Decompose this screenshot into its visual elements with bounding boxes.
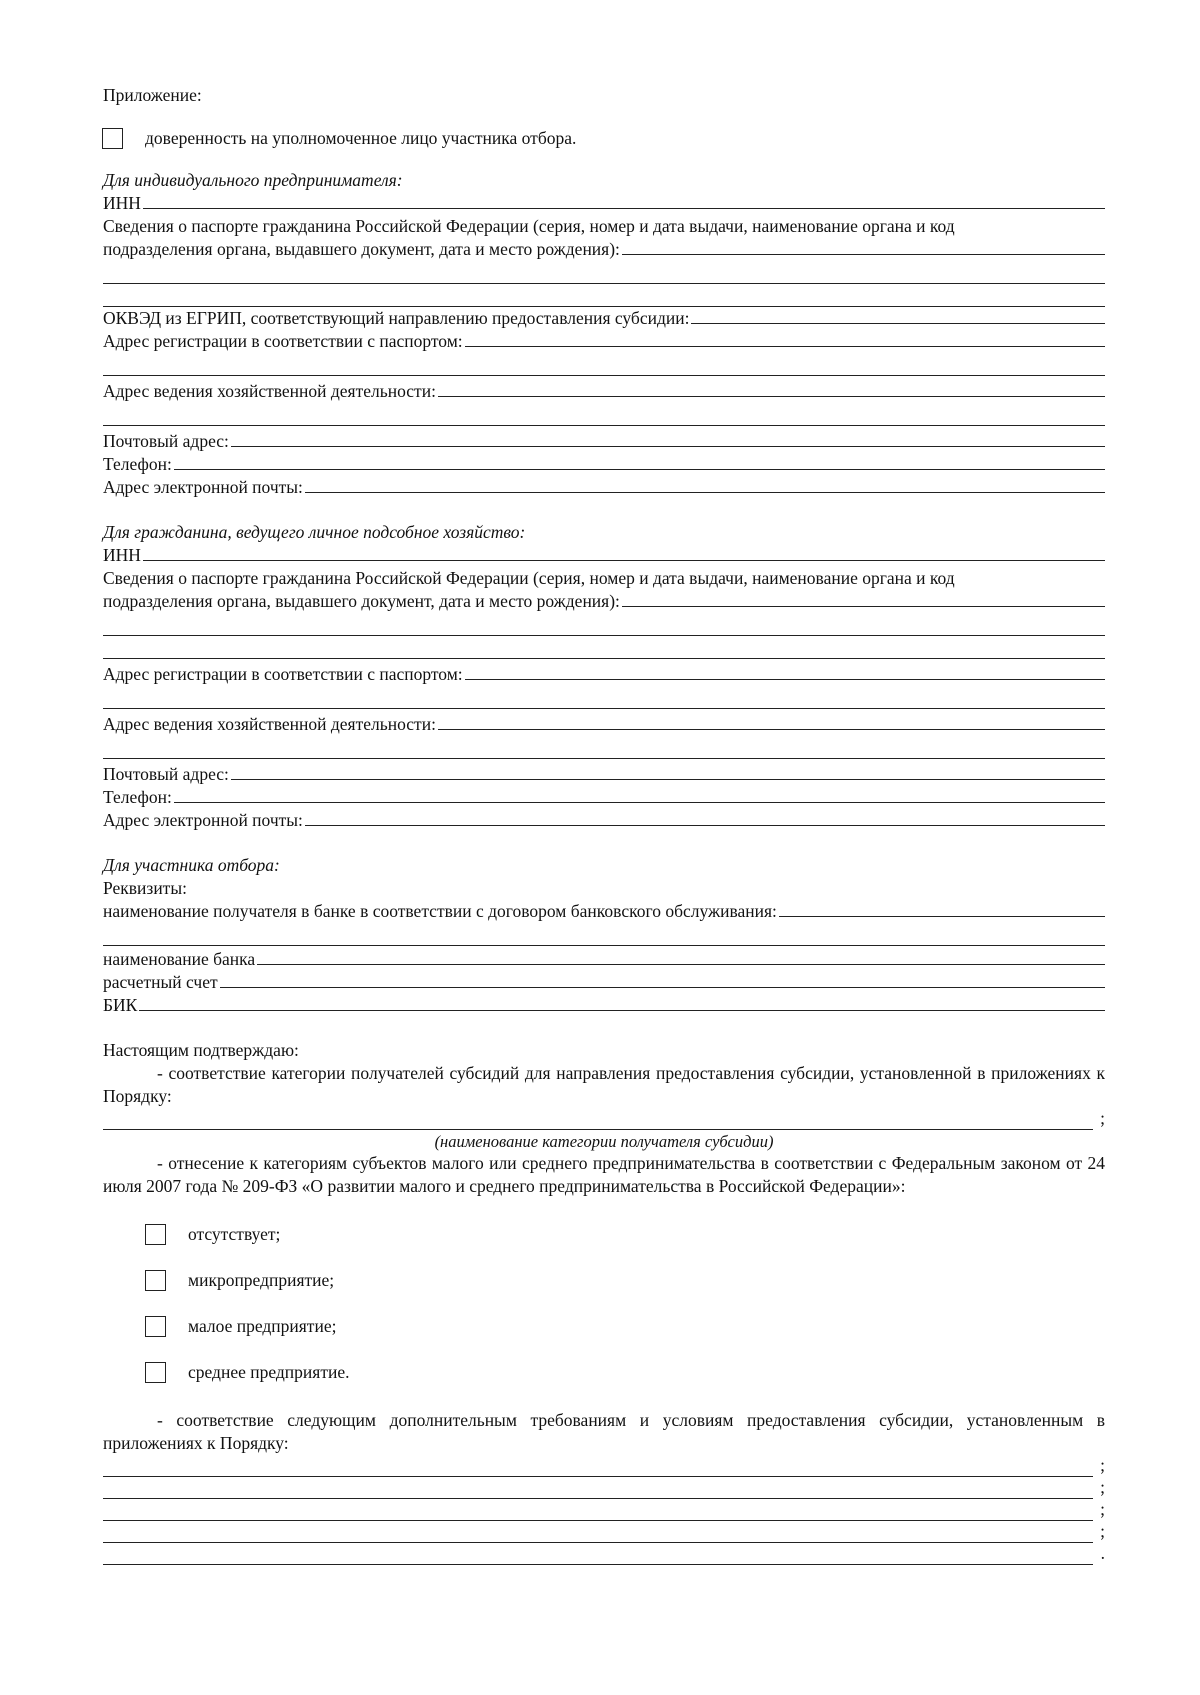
ip-postal-row[interactable] [103, 430, 1105, 453]
additional-line-4[interactable] [103, 1521, 1105, 1543]
participant-bik-row[interactable] [103, 994, 1105, 1017]
participant-account-field[interactable] [220, 972, 1105, 988]
participant-account-label: расчетный счет [103, 972, 218, 992]
ip-postal-label: Почтовый адрес: [103, 431, 229, 451]
sme-none-label: отсутствует; [188, 1224, 281, 1245]
ip-inn-label: ИНН [103, 193, 141, 213]
lph-passport-label: Сведения о паспорте гражданина Российской Федерации (серия, номер и дата выдачи, наименование органа и код [103, 568, 955, 588]
participant-bank-row[interactable] [103, 948, 1105, 971]
ip-inn-row[interactable] [103, 192, 1105, 215]
ip-business-address-field[interactable] [438, 381, 1105, 397]
lph-reg-address-label: Адрес регистрации в соответствии с паспортом: [103, 664, 463, 684]
additional-line-5[interactable] [103, 1543, 1105, 1565]
confirm-sme-text: - отнесение к категориям субъектов малого или среднего предпринимательства в соответствии с Федеральным законом от 24 июля 2007 года № 209-ФЗ «О развитии малого и среднего предпринимательства в Российской Федерации»: [103, 1152, 1105, 1196]
sme-small-label: малое предприятие; [188, 1316, 337, 1337]
additional-field-4[interactable] [103, 1532, 1093, 1543]
category-semicolon: ; [1100, 1107, 1105, 1128]
additional-field-1[interactable] [103, 1466, 1093, 1477]
additional-end-4: ; [1100, 1521, 1105, 1542]
category-caption: (наименование категории получателя субсидии) [434, 1131, 774, 1151]
sme-medium-label: среднее предприятие. [188, 1362, 350, 1383]
participant-bik-field[interactable] [139, 995, 1105, 1011]
additional-line-3[interactable] [103, 1499, 1105, 1521]
lph-phone-field[interactable] [174, 787, 1105, 803]
lph-business-address-extra-line[interactable] [103, 736, 1105, 759]
lph-inn-row[interactable] [103, 544, 1105, 567]
ip-passport-cont: подразделения органа, выдавшего документ, дата и место рождения): [103, 239, 620, 259]
lph-passport-row[interactable] [103, 590, 1105, 613]
lph-phone-label: Телефон: [103, 787, 172, 807]
confirm-category-text: - соответствие категории получателей субсидий для направления предоставления субсидии, установленной в приложениях к Порядку: [103, 1063, 1105, 1106]
additional-line-2[interactable] [103, 1477, 1105, 1499]
lph-postal-label: Почтовый адрес: [103, 764, 229, 784]
additional-line-1[interactable] [103, 1455, 1105, 1477]
participant-requisites: Реквизиты: [103, 878, 187, 898]
ip-business-address-label: Адрес ведения хозяйственной деятельности: [103, 381, 436, 401]
sme-none-checkbox[interactable] [145, 1224, 166, 1245]
ip-postal-field[interactable] [231, 431, 1105, 447]
lph-business-address-label: Адрес ведения хозяйственной деятельности: [103, 714, 436, 734]
ip-email-label: Адрес электронной почты: [103, 477, 303, 497]
ip-okved-row[interactable] [103, 307, 1105, 330]
ip-business-address-extra-line[interactable] [103, 403, 1105, 426]
ip-reg-address-extra-line[interactable] [103, 353, 1105, 376]
participant-recipient-extra-line[interactable] [103, 923, 1105, 946]
ip-passport-extra-line-2[interactable] [103, 284, 1105, 307]
participant-recipient-row[interactable] [103, 900, 1105, 923]
sme-small-checkbox[interactable] [145, 1316, 166, 1337]
appendix-title: Приложение: [103, 85, 202, 105]
ip-passport-extra-line-1[interactable] [103, 261, 1105, 284]
form-page [103, 84, 1105, 1565]
power-of-attorney-checkbox[interactable] [102, 128, 123, 149]
ip-passport-field[interactable] [622, 239, 1105, 255]
ip-email-field[interactable] [305, 477, 1105, 493]
ip-passport-row[interactable] [103, 238, 1105, 261]
lph-reg-address-field[interactable] [465, 664, 1105, 680]
participant-recipient-field[interactable] [779, 901, 1105, 917]
participant-heading: Для участника отбора: [103, 855, 280, 875]
lph-inn-label: ИНН [103, 545, 141, 565]
lph-postal-field[interactable] [231, 764, 1105, 780]
ip-okved-label: ОКВЭД из ЕГРИП, соответствующий направлению предоставления субсидии: [103, 308, 690, 328]
additional-field-2[interactable] [103, 1488, 1093, 1499]
additional-end-5: . [1100, 1543, 1105, 1564]
lph-passport-extra-line-1[interactable] [103, 613, 1105, 636]
ip-okved-field[interactable] [691, 308, 1105, 324]
lph-inn-field[interactable] [143, 545, 1105, 561]
participant-account-row[interactable] [103, 971, 1105, 994]
participant-bank-label: наименование банка [103, 949, 256, 969]
sme-micro-checkbox[interactable] [145, 1270, 166, 1291]
additional-end-2: ; [1100, 1477, 1105, 1498]
additional-end-1: ; [1100, 1455, 1105, 1476]
lph-business-address-field[interactable] [438, 714, 1105, 730]
sme-option-none[interactable] [103, 1211, 1105, 1257]
participant-recipient-label: наименование получателя в банке в соответствии с договором банковского обслуживания: [103, 901, 777, 921]
sme-medium-checkbox[interactable] [145, 1362, 166, 1383]
participant-bik-label: БИК [103, 995, 138, 1015]
ip-reg-address-field[interactable] [465, 331, 1105, 347]
participant-bank-field[interactable] [257, 949, 1105, 965]
lph-business-address-row[interactable] [103, 713, 1105, 736]
lph-passport-cont: подразделения органа, выдавшего документ, дата и место рождения): [103, 591, 620, 611]
ip-business-address-row[interactable] [103, 380, 1105, 403]
lph-heading: Для гражданина, ведущего личное подсобное хозяйство: [103, 522, 526, 542]
power-of-attorney-row[interactable] [103, 121, 1105, 155]
confirm-additional-text: - соответствие следующим дополнительным требованиям и условиям предоставления субсидии, установленным в приложениях к Порядку: [103, 1410, 1105, 1454]
lph-postal-row[interactable] [103, 763, 1105, 786]
ip-reg-address-label: Адрес регистрации в соответствии с паспортом: [103, 331, 463, 351]
sme-option-small[interactable] [103, 1303, 1105, 1349]
sme-option-medium[interactable] [103, 1349, 1105, 1395]
ip-phone-field[interactable] [174, 454, 1105, 470]
ip-phone-label: Телефон: [103, 454, 172, 474]
ip-heading: Для индивидуального предпринимателя: [103, 170, 403, 190]
ip-passport-label: Сведения о паспорте гражданина Российской Федерации (серия, номер и дата выдачи, наименование органа и код [103, 216, 955, 236]
lph-reg-address-extra-line[interactable] [103, 686, 1105, 709]
lph-passport-field[interactable] [622, 591, 1105, 607]
category-field[interactable] [103, 1119, 1093, 1130]
ip-reg-address-row[interactable] [103, 330, 1105, 353]
ip-phone-row[interactable] [103, 453, 1105, 476]
additional-field-3[interactable] [103, 1510, 1093, 1521]
ip-email-row[interactable] [103, 476, 1105, 499]
category-field-row[interactable] [103, 1108, 1105, 1130]
lph-reg-address-row[interactable] [103, 663, 1105, 686]
additional-end-3: ; [1100, 1499, 1105, 1520]
confirm-title: Настоящим подтверждаю: [103, 1040, 299, 1060]
lph-phone-row[interactable] [103, 786, 1105, 809]
additional-field-5[interactable] [103, 1554, 1093, 1565]
ip-inn-field[interactable] [143, 193, 1105, 209]
lph-email-row[interactable] [103, 809, 1105, 832]
sme-micro-label: микропредприятие; [188, 1270, 335, 1291]
power-of-attorney-label: доверенность на уполномоченное лицо участника отбора. [145, 127, 577, 148]
lph-email-field[interactable] [305, 810, 1105, 826]
lph-passport-extra-line-2[interactable] [103, 636, 1105, 659]
lph-email-label: Адрес электронной почты: [103, 810, 303, 830]
sme-option-micro[interactable] [103, 1257, 1105, 1303]
